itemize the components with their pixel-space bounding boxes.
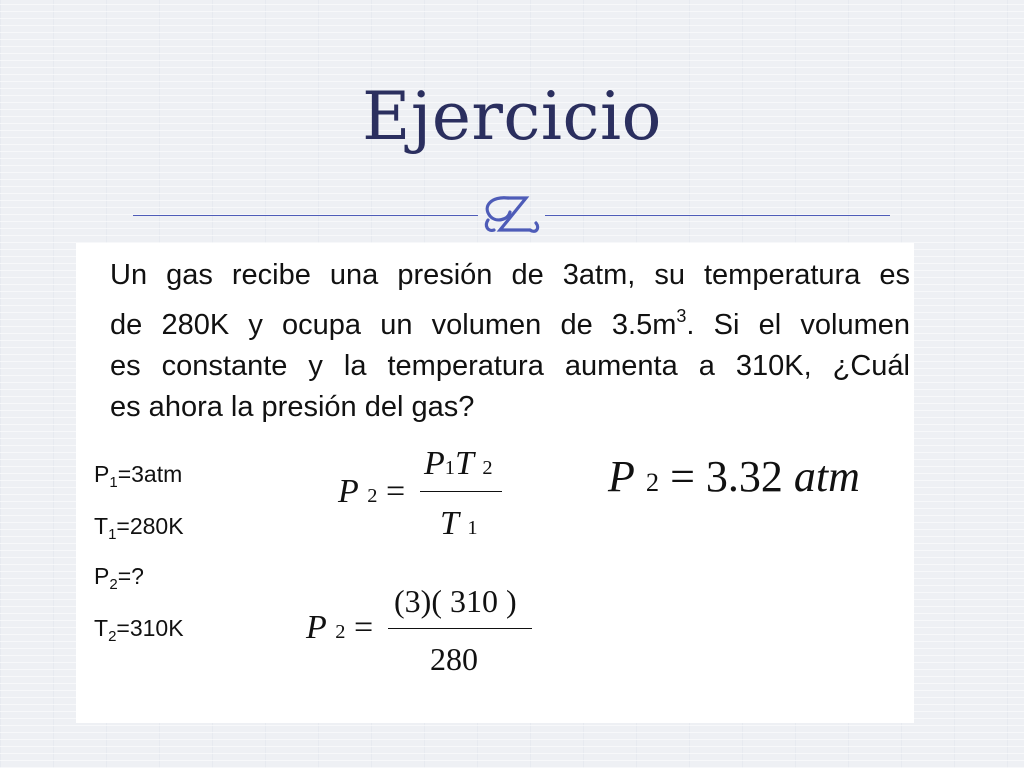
problem-line-4: es ahora la presión del gas? <box>110 391 475 423</box>
problem-line-2-tail: . Si el volumen <box>686 309 911 341</box>
problem-line-1: Un gas recibe una presión de 3atm, su temperatura es <box>110 259 910 291</box>
given-subscript: 2 <box>109 576 118 593</box>
exercise-panel <box>76 243 914 723</box>
formula-denominator <box>440 505 478 543</box>
problem-line-2-text: de 280K y ocupa un volumen de 3.5m <box>110 309 677 341</box>
result-lhs-symbol: P <box>608 452 635 501</box>
flourish-ornament-icon <box>478 190 544 238</box>
formula-num-t-subscript: 2 <box>482 457 493 479</box>
substitution-lhs <box>306 609 373 647</box>
formula-num-p-subscript: 1 <box>444 457 455 479</box>
given-symbol: P <box>94 461 110 487</box>
result-lhs-subscript: 2 <box>645 467 660 497</box>
formula-num-t: T <box>454 445 474 482</box>
formula-fraction-bar <box>420 491 502 492</box>
problem-line-3: es constante y la temperatura aumenta a 310K, ¿Cuál <box>110 350 910 382</box>
result-value: 3.32 <box>705 452 783 501</box>
problem-statement <box>110 255 910 428</box>
given-value: =? <box>117 563 144 589</box>
formula-lhs-symbol: P <box>338 473 359 510</box>
given-subscript: 1 <box>109 474 118 491</box>
given-p2 <box>94 563 144 593</box>
result-equation <box>608 451 860 502</box>
given-p1 <box>94 461 182 491</box>
problem-line-2 <box>110 296 910 346</box>
given-symbol: T <box>94 513 109 539</box>
substitution-denominator: 280 <box>430 641 478 677</box>
given-t2 <box>94 615 184 645</box>
result-equals: = <box>670 452 695 501</box>
formula-numerator <box>424 445 493 483</box>
given-value: =280K <box>116 513 184 539</box>
formula-num-p: P <box>424 445 445 482</box>
given-value: =3atm <box>117 461 183 487</box>
given-symbol: P <box>94 563 110 589</box>
given-value: =310K <box>116 615 184 641</box>
substitution-lhs-subscript: 2 <box>335 621 346 643</box>
divider-line-right <box>545 215 890 216</box>
formula-den-t-subscript: 1 <box>467 517 478 539</box>
given-t1 <box>94 513 184 543</box>
divider-line-left <box>133 215 478 216</box>
cubic-superscript: 3 <box>676 306 687 326</box>
given-subscript: 1 <box>108 526 117 543</box>
substitution-fraction-bar <box>388 628 532 629</box>
slide-title: Ejercicio <box>362 78 662 155</box>
substitution-lhs-symbol: P <box>306 609 327 646</box>
substitution-numerator: (3)( 310 ) <box>394 583 517 619</box>
formula-lhs-subscript: 2 <box>367 485 378 507</box>
substitution-equals: = <box>353 609 374 646</box>
formula-lhs <box>338 473 405 511</box>
given-subscript: 2 <box>108 628 117 645</box>
result-unit: atm <box>793 452 860 501</box>
given-symbol: T <box>94 615 109 641</box>
formula-equals: = <box>385 473 406 510</box>
formula-den-t: T <box>440 505 459 542</box>
